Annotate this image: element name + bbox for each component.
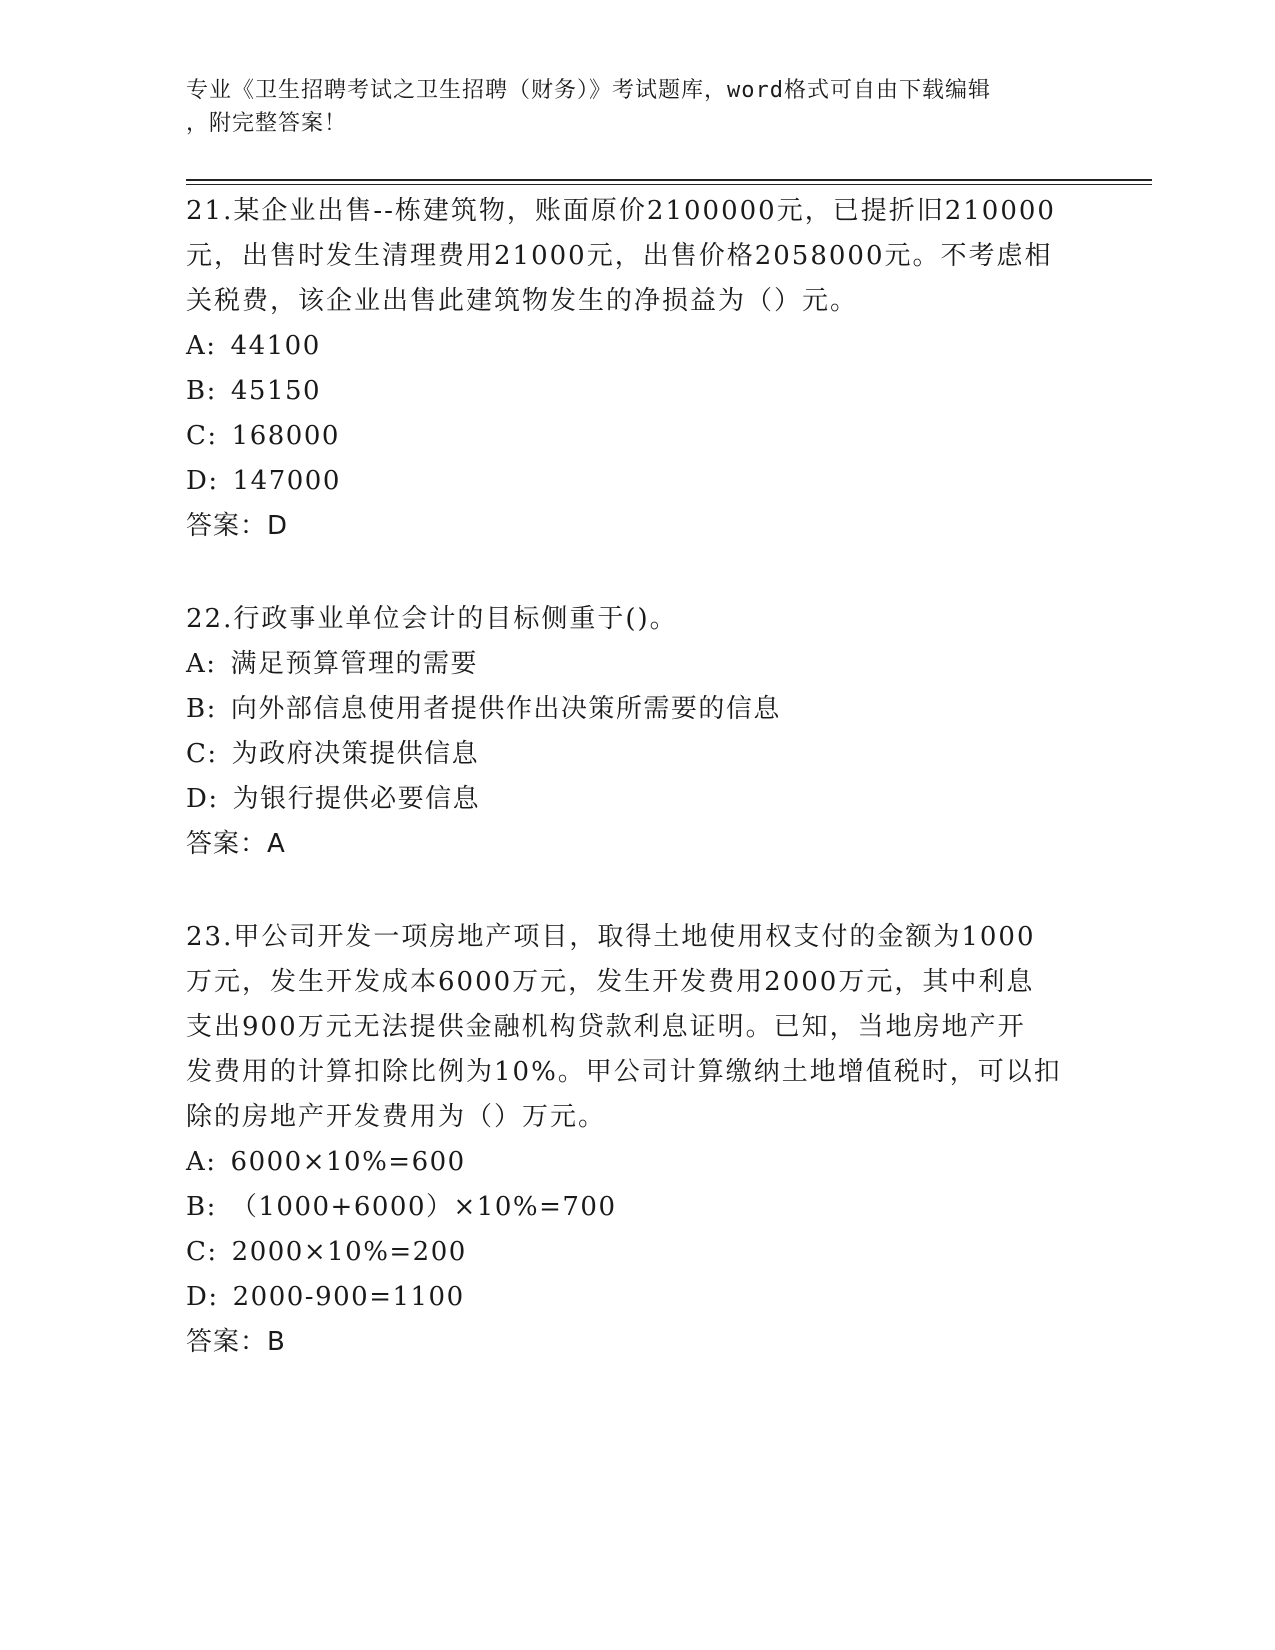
option-key: C: xyxy=(186,421,218,451)
option-a xyxy=(186,1140,1086,1185)
option-text: 为政府决策提供信息 xyxy=(231,739,480,769)
option-text: 满足预算管理的需要 xyxy=(230,649,479,679)
option-d xyxy=(186,1275,1086,1320)
question-stem-line: 除的房地产开发费用为（）万元。 xyxy=(186,1102,607,1132)
option-text: （1000+6000）×10%=700 xyxy=(230,1192,617,1222)
option-key: A: xyxy=(186,649,217,679)
question-stem-line: 支出900万元无法提供金融机构贷款利息证明。已知，当地房地产开 xyxy=(186,1012,1026,1042)
option-text: 6000×10%=600 xyxy=(230,1147,466,1177)
option-b xyxy=(186,687,1086,732)
header-divider-thick xyxy=(186,179,1152,181)
option-text: 45150 xyxy=(230,376,322,406)
option-key: C: xyxy=(186,1237,218,1267)
option-text: 2000×10%=200 xyxy=(231,1237,467,1267)
question-stem-line: 万元，发生开发成本6000万元，发生开发费用2000万元，其中利息 xyxy=(186,967,1035,997)
document-header xyxy=(186,74,1066,140)
question-stem-line: 22.行政事业单位会计的目标侧重于()。 xyxy=(186,604,678,634)
question-21 xyxy=(186,189,1086,549)
option-key: B: xyxy=(186,694,217,724)
question-stem-line: 发费用的计算扣除比例为10%。甲公司计算缴纳土地增值税时，可以扣 xyxy=(186,1057,1062,1087)
answer-line: 答案：A xyxy=(186,829,286,859)
option-d xyxy=(186,459,1086,504)
question-stem-line: 21.某企业出售--栋建筑物，账面原价2100000元，已提折旧210000 xyxy=(186,196,1056,226)
option-key: D: xyxy=(186,466,219,496)
header-line-1: 专业《卫生招聘考试之卫生招聘（财务）》考试题库，word格式可自由下载编辑 xyxy=(186,78,991,103)
option-a xyxy=(186,324,1086,369)
option-key: D: xyxy=(186,784,219,814)
option-key: C: xyxy=(186,739,218,769)
option-key: D: xyxy=(186,1282,219,1312)
option-key: B: xyxy=(186,1192,217,1222)
option-key: A: xyxy=(186,331,217,361)
option-key: B: xyxy=(186,376,217,406)
answer-line: 答案：B xyxy=(186,1327,286,1357)
option-b xyxy=(186,1185,1086,1230)
option-a xyxy=(186,642,1086,687)
question-23 xyxy=(186,915,1086,1365)
option-key: A: xyxy=(186,1147,217,1177)
option-text: 2000-900=1100 xyxy=(232,1282,465,1312)
question-stem-line: 关税费，该企业出售此建筑物发生的净损益为（）元。 xyxy=(186,286,859,316)
question-stem-line: 23.甲公司开发一项房地产项目，取得土地使用权支付的金额为1000 xyxy=(186,922,1036,952)
option-c xyxy=(186,732,1086,777)
option-text: 为银行提供必要信息 xyxy=(232,784,481,814)
answer-line: 答案：D xyxy=(186,511,289,541)
option-text: 147000 xyxy=(232,466,341,496)
question-22 xyxy=(186,597,1086,867)
option-text: 44100 xyxy=(230,331,321,361)
header-line-2: ，附完整答案！ xyxy=(186,111,348,136)
option-b xyxy=(186,369,1086,414)
header-divider-thin xyxy=(186,184,1152,185)
option-d xyxy=(186,777,1086,822)
option-text: 向外部信息使用者提供作出决策所需要的信息 xyxy=(230,694,781,724)
option-c xyxy=(186,414,1086,459)
option-c xyxy=(186,1230,1086,1275)
option-text: 168000 xyxy=(231,421,340,451)
question-stem-line: 元，出售时发生清理费用21000元，出售价格2058000元。不考虑相 xyxy=(186,241,1053,271)
